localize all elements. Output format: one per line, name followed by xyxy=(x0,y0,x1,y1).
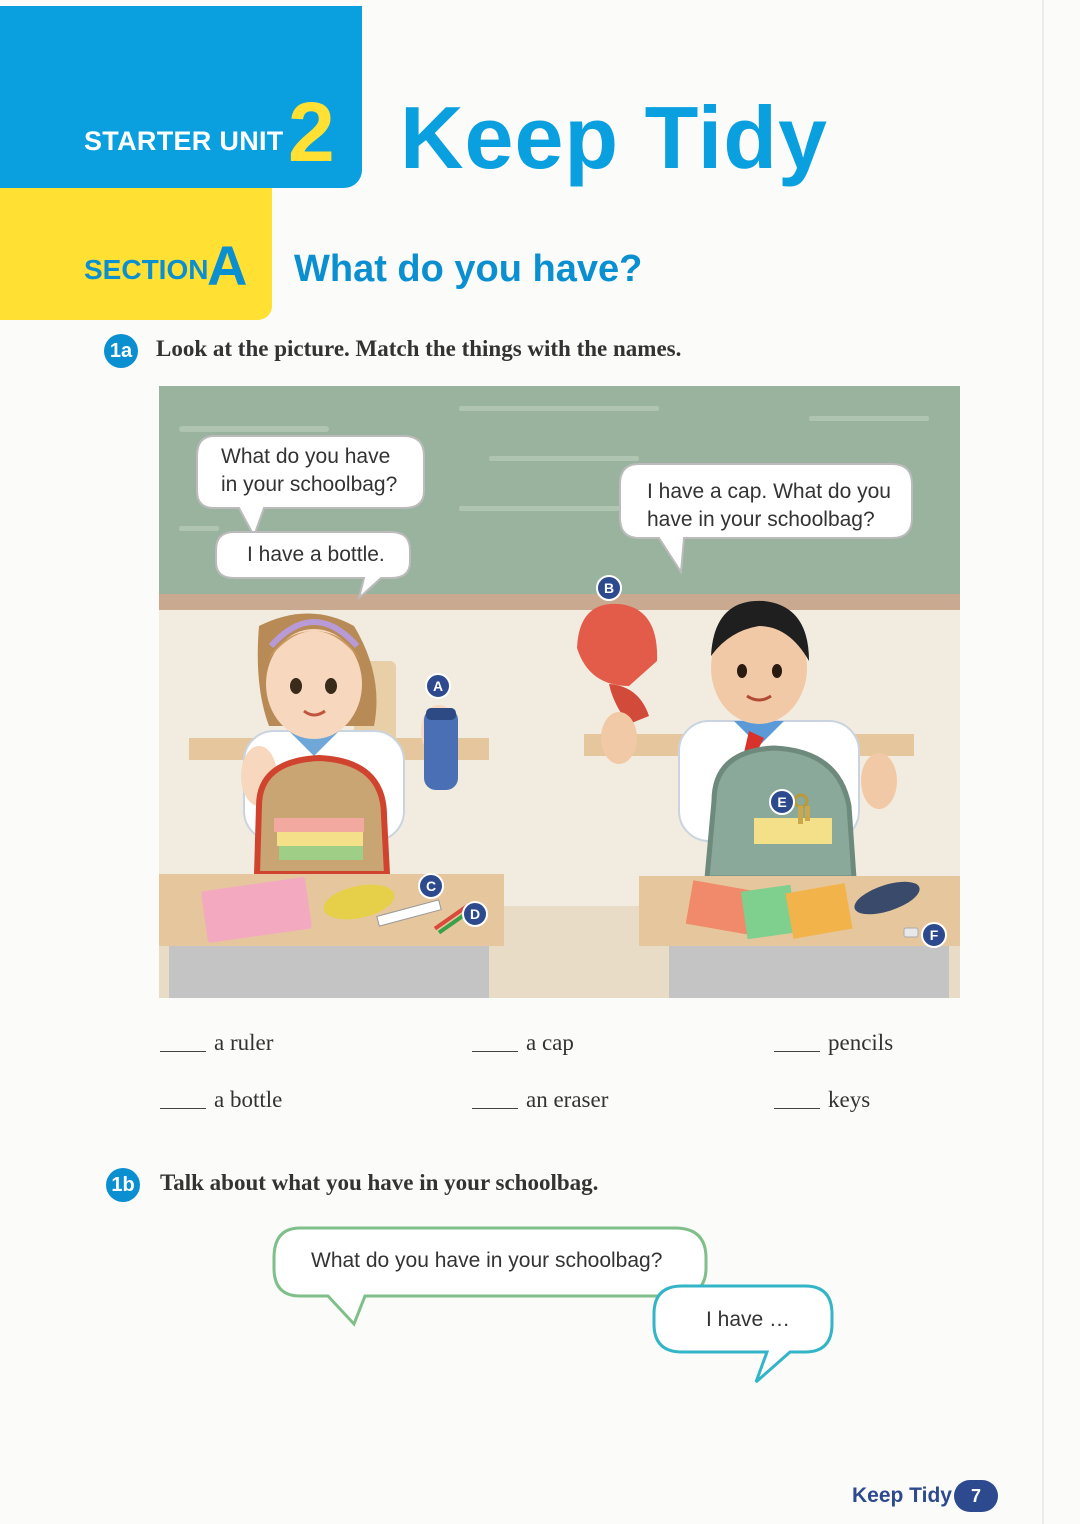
classroom-illustration xyxy=(159,386,960,998)
dialog-answer-text: I have … xyxy=(706,1308,791,1331)
dialog-question-text: What do you have in your schoolbag? xyxy=(311,1249,663,1272)
match-label: a cap xyxy=(526,1030,574,1055)
bottle xyxy=(424,708,458,790)
match-item xyxy=(472,1087,608,1113)
girl-answer-text: I have a bottle. xyxy=(247,543,385,566)
match-label: a ruler xyxy=(214,1030,274,1055)
activity-1a-instruction: Look at the picture. Match the things with the names. xyxy=(156,336,682,361)
section-title: What do you have? xyxy=(294,248,643,290)
girl-schoolbag xyxy=(257,758,387,874)
marker-e: E xyxy=(777,794,787,810)
girl-question-line1: What do you have xyxy=(221,445,391,468)
match-label: a bottle xyxy=(214,1087,283,1112)
page-gutter xyxy=(1042,0,1044,1524)
match-label: pencils xyxy=(828,1030,894,1055)
match-item xyxy=(774,1087,870,1113)
marker-b: B xyxy=(603,580,615,596)
question-bubble xyxy=(274,1228,706,1324)
section-label: SECTION xyxy=(84,254,209,285)
unit-number: 2 xyxy=(288,85,335,179)
starter-unit-label: STARTER UNIT xyxy=(84,126,284,156)
answer-blank[interactable] xyxy=(160,1051,206,1052)
board-ledge xyxy=(159,594,960,610)
unit-title: Keep Tidy xyxy=(400,88,828,187)
marker-c: C xyxy=(425,878,437,894)
match-label: an eraser xyxy=(526,1087,609,1112)
answer-blank[interactable] xyxy=(160,1108,206,1109)
footer-title: Keep Tidy xyxy=(852,1484,952,1507)
boy-speech-line1: I have a cap. What do you xyxy=(647,480,891,503)
match-item xyxy=(774,1030,893,1056)
page-number: 7 xyxy=(954,1480,998,1512)
match-item xyxy=(472,1030,574,1056)
marker-d: D xyxy=(469,906,481,922)
activity-1b-badge: 1b xyxy=(106,1168,140,1202)
match-item xyxy=(160,1030,273,1056)
answer-blank[interactable] xyxy=(472,1051,518,1052)
activity-1b-instruction: Talk about what you have in your schoolbag. xyxy=(160,1170,599,1195)
section-letter: A xyxy=(207,234,248,297)
match-item xyxy=(160,1087,282,1113)
marker-f: F xyxy=(929,927,939,943)
marker-a: A xyxy=(432,678,444,694)
answer-blank[interactable] xyxy=(774,1051,820,1052)
answer-bubble xyxy=(654,1286,832,1382)
activity-1a-badge: 1a xyxy=(104,334,138,368)
answer-blank[interactable] xyxy=(774,1108,820,1109)
match-label: keys xyxy=(828,1087,871,1112)
eraser xyxy=(904,928,918,937)
girl-question-line2: in your schoolbag? xyxy=(221,473,398,496)
answer-blank[interactable] xyxy=(472,1108,518,1109)
boy-speech-line2: have in your schoolbag? xyxy=(647,508,875,531)
